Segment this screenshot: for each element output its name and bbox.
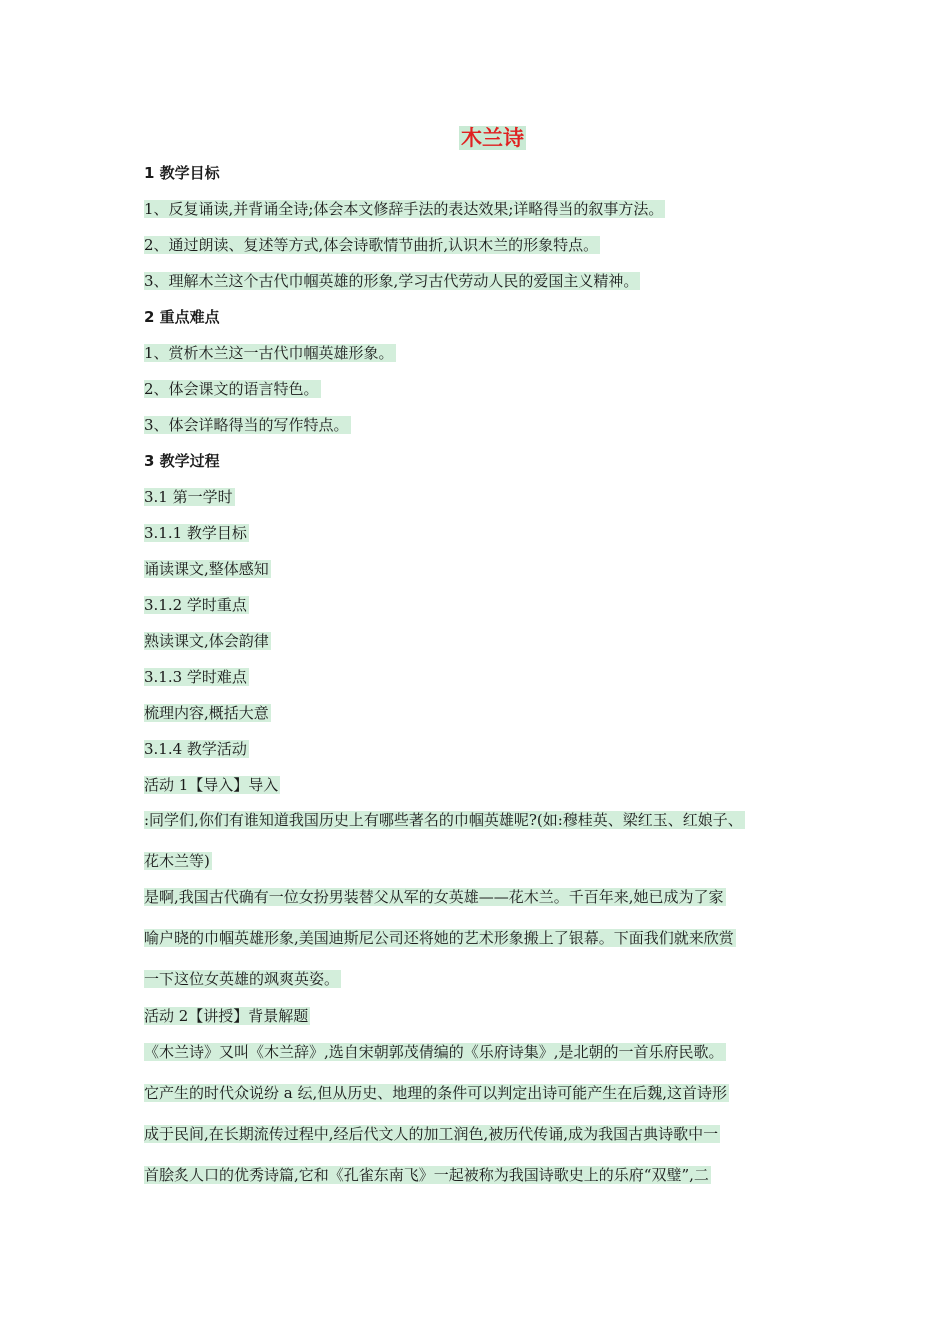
process-text: 诵读课文,整体感知 bbox=[144, 560, 269, 578]
intro-line bbox=[144, 928, 736, 948]
section-heading-text: 2 重点难点 bbox=[144, 308, 220, 326]
intro-text: 一下这位女英雄的飒爽英姿。 bbox=[144, 970, 340, 988]
background-line bbox=[144, 1165, 711, 1185]
intro-text: :同学们,你们有谁知道我国历史上有哪些著名的巾帼英雄呢?(如:穆桂英、梁红玉、红娘子、 bbox=[144, 811, 743, 829]
background-text: 它产生的时代众说纷 a 纭,但从历史、地理的条件可以判定出诗可能产生在后魏,这首诗形 bbox=[144, 1084, 728, 1102]
keypoint-item-text: 1、赏析木兰这一古代巾帼英雄形象。 bbox=[144, 344, 394, 362]
goal-item bbox=[144, 271, 640, 291]
activity-heading-text: 活动 2【讲授】背景解题 bbox=[144, 1007, 309, 1025]
activity-heading bbox=[144, 775, 280, 795]
process-line bbox=[144, 703, 271, 723]
goal-item-text: 1、反复诵读,并背诵全诗;体会本文修辞手法的表达效果;详略得当的叙事方法。 bbox=[144, 200, 664, 218]
title-text: 木兰诗 bbox=[461, 126, 524, 150]
goal-item bbox=[144, 199, 665, 219]
goal-item-text: 2、通过朗读、复述等方式,体会诗歌情节曲折,认识木兰的形象特点。 bbox=[144, 236, 599, 254]
activity-heading bbox=[144, 1006, 310, 1026]
process-line bbox=[144, 667, 249, 687]
process-text: 3.1 第一学时 bbox=[144, 488, 233, 506]
process-text: 梳理内容,概括大意 bbox=[144, 704, 269, 722]
intro-text: 是啊,我国古代确有一位女扮男装替父从军的女英雄——花木兰。千百年来,她已成为了家 bbox=[144, 888, 724, 906]
process-line bbox=[144, 523, 249, 543]
process-line bbox=[144, 595, 249, 615]
section-heading-text: 3 教学过程 bbox=[144, 452, 220, 470]
intro-text: 喻户晓的巾帼英雄形象,美国迪斯尼公司还将她的艺术形象搬上了银幕。下面我们就来欣赏 bbox=[144, 929, 734, 947]
section-heading-text: 1 教学目标 bbox=[144, 164, 220, 182]
section-heading-goals bbox=[144, 163, 220, 183]
process-line bbox=[144, 739, 249, 759]
goal-item bbox=[144, 235, 600, 255]
keypoint-item bbox=[144, 379, 321, 399]
background-text: 成于民间,在长期流传过程中,经后代文人的加工润色,被历代传诵,成为我国古典诗歌中一 bbox=[144, 1125, 719, 1143]
background-text: 《木兰诗》又叫《木兰辞》,选自宋朝郭茂倩编的《乐府诗集》,是北朝的一首乐府民歌。 bbox=[144, 1043, 724, 1061]
background-line bbox=[144, 1083, 729, 1103]
intro-line bbox=[144, 887, 726, 907]
activity-heading-text: 活动 1【导入】导入 bbox=[144, 776, 279, 794]
intro-line bbox=[144, 851, 212, 871]
intro-line bbox=[144, 969, 341, 989]
keypoint-item bbox=[144, 415, 351, 435]
process-text: 3.1.1 教学目标 bbox=[144, 524, 247, 542]
intro-line bbox=[144, 810, 745, 830]
process-text: 3.1.2 学时重点 bbox=[144, 596, 247, 614]
intro-text: 花木兰等) bbox=[144, 852, 210, 870]
process-text: 熟读课文,体会韵律 bbox=[144, 632, 269, 650]
keypoint-item bbox=[144, 343, 396, 363]
process-line bbox=[144, 631, 271, 651]
keypoint-item-text: 2、体会课文的语言特色。 bbox=[144, 380, 319, 398]
process-text: 3.1.3 学时难点 bbox=[144, 668, 247, 686]
background-line bbox=[144, 1124, 720, 1144]
background-line bbox=[144, 1042, 726, 1062]
background-text: 首脍炙人口的优秀诗篇,它和《孔雀东南飞》一起被称为我国诗歌史上的乐府“双璧”,二 bbox=[144, 1166, 709, 1184]
keypoint-item-text: 3、体会详略得当的写作特点。 bbox=[144, 416, 349, 434]
document-title bbox=[0, 122, 950, 152]
process-line bbox=[144, 559, 271, 579]
goal-item-text: 3、理解木兰这个古代巾帼英雄的形象,学习古代劳动人民的爱国主义精神。 bbox=[144, 272, 639, 290]
process-text: 3.1.4 教学活动 bbox=[144, 740, 247, 758]
section-heading-process bbox=[144, 451, 220, 471]
section-heading-keypoints bbox=[144, 307, 220, 327]
process-line bbox=[144, 487, 235, 507]
